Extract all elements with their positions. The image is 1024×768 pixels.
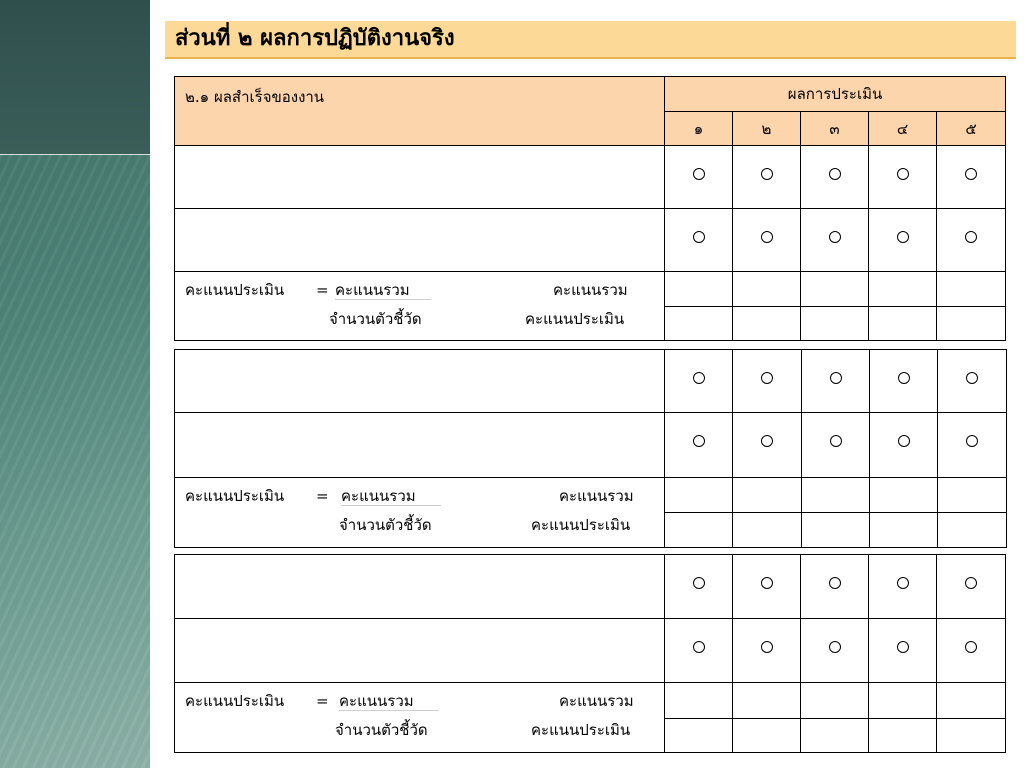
- sidebar-decoration: [0, 0, 150, 768]
- formula-right-top: คะแนนรวม: [553, 281, 628, 299]
- result-cell[interactable]: [802, 513, 870, 548]
- radio-score-1[interactable]: [693, 372, 705, 384]
- radio-score-4[interactable]: [897, 577, 909, 589]
- total-cell[interactable]: [733, 683, 801, 719]
- radio-score-1[interactable]: [693, 168, 705, 180]
- result-cell[interactable]: [665, 719, 733, 753]
- score-header-3: ๓: [801, 112, 869, 146]
- result-cell[interactable]: [869, 307, 937, 341]
- score-header-5: ๕: [937, 112, 1006, 146]
- total-cell[interactable]: [937, 272, 1006, 307]
- sidebar-texture: [0, 154, 150, 768]
- formula-numerator: คะแนนรวม: [341, 487, 441, 506]
- formula-score-label: คะแนนประเมิน: [185, 487, 285, 505]
- achievement-header: [175, 77, 665, 146]
- formula-right-bottom: คะแนนประเมิน: [531, 516, 631, 534]
- formula-right-top: คะแนนรวม: [559, 692, 634, 710]
- radio-score-2[interactable]: [761, 641, 773, 653]
- radio-score-4[interactable]: [897, 641, 909, 653]
- evaluation-table-2: [174, 349, 1007, 548]
- formula-denominator: จำนวนตัวชี้วัด: [335, 721, 428, 739]
- radio-score-5[interactable]: [965, 577, 977, 589]
- radio-score-2[interactable]: [761, 168, 773, 180]
- formula-equals: =: [316, 692, 329, 710]
- total-cell[interactable]: [938, 478, 1007, 513]
- total-cell[interactable]: [665, 272, 733, 307]
- result-cell[interactable]: [869, 719, 937, 753]
- title-bar: [165, 21, 1016, 59]
- total-cell[interactable]: [733, 272, 801, 307]
- radio-score-1[interactable]: [693, 641, 705, 653]
- radio-score-5[interactable]: [965, 231, 977, 243]
- total-cell[interactable]: [802, 478, 870, 513]
- formula-equals: =: [316, 281, 329, 299]
- radio-score-5[interactable]: [966, 435, 978, 447]
- formula-right-bottom: คะแนนประเมิน: [525, 310, 625, 328]
- result-cell[interactable]: [733, 307, 801, 341]
- total-cell[interactable]: [801, 272, 869, 307]
- table-row: [175, 619, 1006, 683]
- score-header-2: ๒: [733, 112, 801, 146]
- table-row: [175, 146, 1006, 209]
- result-cell[interactable]: [937, 719, 1006, 753]
- score-header-4: ๔: [869, 112, 937, 146]
- formula-numerator: คะแนนรวม: [339, 692, 439, 711]
- radio-score-5[interactable]: [965, 168, 977, 180]
- evaluation-table-1: [174, 76, 1006, 341]
- radio-score-4[interactable]: [898, 372, 910, 384]
- radio-score-5[interactable]: [965, 641, 977, 653]
- radio-score-2[interactable]: [761, 231, 773, 243]
- formula-denominator: จำนวนตัวชี้วัด: [329, 310, 422, 328]
- page-title: ส่วนที่ ๒ ผลการปฏิบัติงานจริง: [175, 26, 455, 51]
- formula-right-bottom: คะแนนประเมิน: [531, 721, 631, 739]
- table-row: [175, 555, 1006, 619]
- evaluation-table-3: [174, 554, 1006, 753]
- indicator-cell[interactable]: [175, 413, 665, 478]
- result-cell[interactable]: [801, 719, 869, 753]
- sidebar-top-block: [0, 0, 150, 155]
- formula-score-label: คะแนนประเมิน: [185, 692, 285, 710]
- radio-score-3[interactable]: [829, 577, 841, 589]
- total-cell[interactable]: [870, 478, 938, 513]
- radio-score-1[interactable]: [693, 577, 705, 589]
- result-cell[interactable]: [733, 513, 802, 548]
- score-header-1: ๑: [665, 112, 733, 146]
- indicator-cell[interactable]: [175, 350, 665, 413]
- formula-right-top: คะแนนรวม: [559, 487, 634, 505]
- radio-score-4[interactable]: [897, 231, 909, 243]
- achievement-label: ๒.๑ ผลสำเร็จของงาน: [185, 88, 325, 106]
- score-formula: [175, 272, 665, 341]
- formula-denominator: จำนวนตัวชี้วัด: [339, 516, 432, 534]
- formula-numerator: คะแนนรวม: [335, 281, 431, 300]
- total-cell[interactable]: [665, 683, 733, 719]
- indicator-cell[interactable]: [175, 555, 665, 619]
- result-cell[interactable]: [937, 307, 1006, 341]
- evaluation-header: [665, 77, 1006, 112]
- radio-score-1[interactable]: [693, 231, 705, 243]
- evaluation-label: ผลการประเมิน: [787, 85, 883, 103]
- radio-score-3[interactable]: [829, 641, 841, 653]
- radio-score-4[interactable]: [897, 168, 909, 180]
- total-cell[interactable]: [937, 683, 1006, 719]
- indicator-cell[interactable]: [175, 619, 665, 683]
- radio-score-5[interactable]: [966, 372, 978, 384]
- radio-score-2[interactable]: [761, 372, 773, 384]
- total-cell[interactable]: [869, 683, 937, 719]
- score-formula: [175, 478, 665, 548]
- result-cell[interactable]: [665, 307, 733, 341]
- result-cell[interactable]: [665, 513, 733, 548]
- result-cell[interactable]: [801, 307, 869, 341]
- score-formula: [175, 683, 665, 753]
- radio-score-3[interactable]: [829, 231, 841, 243]
- radio-score-3[interactable]: [830, 435, 842, 447]
- radio-score-2[interactable]: [761, 577, 773, 589]
- table-row: [175, 209, 1006, 272]
- result-cell[interactable]: [733, 719, 801, 753]
- table-row: [175, 350, 1007, 413]
- radio-score-3[interactable]: [829, 168, 841, 180]
- table-row: [175, 413, 1007, 478]
- radio-score-1[interactable]: [693, 435, 705, 447]
- total-cell[interactable]: [801, 683, 869, 719]
- result-cell[interactable]: [938, 513, 1007, 548]
- result-cell[interactable]: [870, 513, 938, 548]
- formula-equals: =: [316, 487, 329, 505]
- total-cell[interactable]: [665, 478, 733, 513]
- radio-score-4[interactable]: [898, 435, 910, 447]
- total-cell[interactable]: [733, 478, 802, 513]
- indicator-cell[interactable]: [175, 209, 665, 272]
- radio-score-2[interactable]: [761, 435, 773, 447]
- formula-score-label: คะแนนประเมิน: [185, 281, 285, 299]
- radio-score-3[interactable]: [830, 372, 842, 384]
- total-cell[interactable]: [869, 272, 937, 307]
- indicator-cell[interactable]: [175, 146, 665, 209]
